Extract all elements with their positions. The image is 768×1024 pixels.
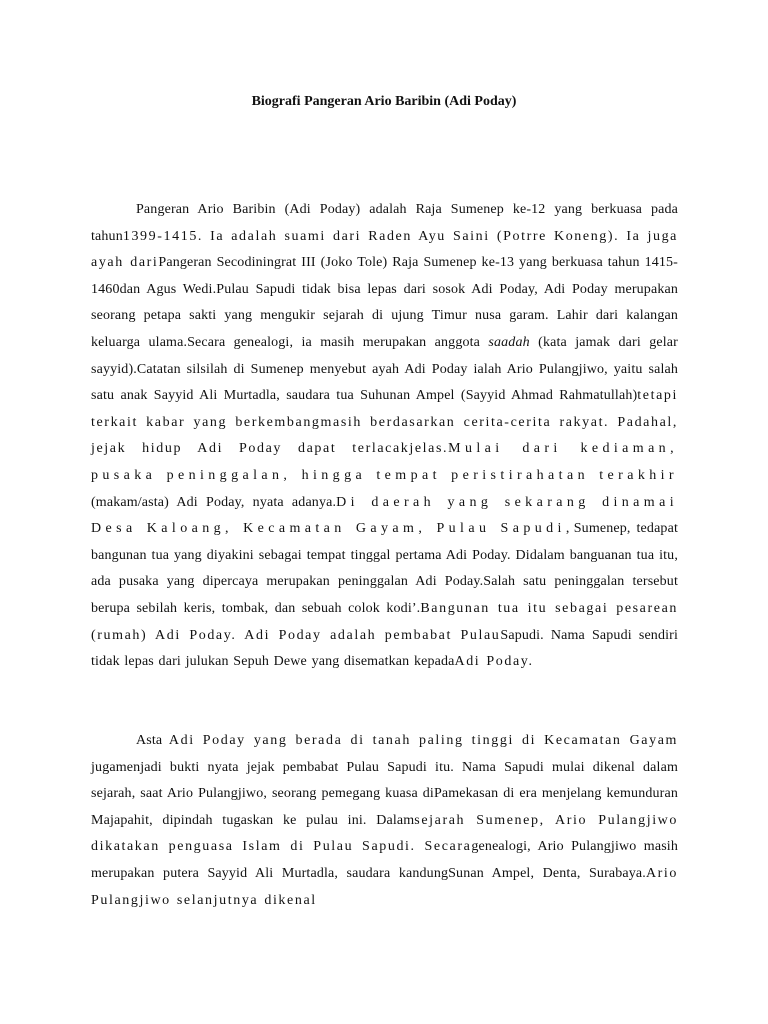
text-run: Di daerah yang sekarang dinamai Desa Kaloang, Kecamatan Gayam, Pulau Sapudi, (91, 494, 678, 537)
text-run: Ario Pulangjiwo selanjutnya dikenal (91, 865, 678, 908)
text-run: sejarah Sumenep, Ario Pulangjiwo dikatakan penguasa Islam di Pulau Sapudi. Secara (91, 812, 678, 855)
paragraph-2 (91, 728, 678, 914)
text-run: Adi Poday. (454, 654, 534, 670)
text-run: Bangunan tua itu sebagai pesarean (rumah) Adi Poday. Adi Poday adalah pembabat Pulau (91, 600, 678, 643)
paragraph-1 (91, 197, 678, 676)
text-run: Sunan Ampel, Denta, Surabaya. (448, 865, 646, 881)
text-run: Asta (136, 733, 169, 748)
text-run: 1399-1415. Ia adalah suami dari Raden Ayu Saini (Potrre Koneng). Ia juga ayah dari (91, 228, 678, 271)
text-run: genealogi, Ario Pulangjiwo masih merupakan putera Sayyid Ali Murtadla, saudara kandung (91, 839, 678, 881)
text-run: tetapi terkait kabar yang berkembangmasih berdasarkan cerita-cerita rakyat. Padahal, jejak hidup Adi Poday dapat terlacakjelas. (91, 388, 678, 457)
text-run: Pangeran Ario Baribin (Adi Poday) adalah Raja Sumenep ke-12 yang berkuasa pada tahun (91, 202, 678, 244)
text-run: Pangeran Secodiningrat III (Joko Tole) Raja Sumenep ke-13 yang berkuasa tahun 1415-1460dan Agus Wedi.Pulau Sapudi tidak bisa lepas dari sosok Adi Poday, Adi Poday merupakan seorang petapa sakti yang mengukir sejarah di ujung Timur nusa garam. Lahir dari kalangan keluarga ulama.Secara genealogi, ia masih merupakan anggota (91, 255, 678, 350)
text-run: Adi Poday yang berada di tanah paling tinggi di Kecamatan Gayam (168, 733, 678, 748)
text-run: Salah satu peninggalan tersebut berupa sebilah keris, tombak, dan sebuah colok kodi’. (91, 574, 678, 616)
document-title: Biografi Pangeran Ario Baribin (Adi Poday) (251, 94, 517, 109)
text-run: Mulai dari kediaman, pusaka peninggalan, hingga tempat peristirahatan terakhir (91, 441, 678, 483)
text-run: jugamenjadi bukti nyata jejak pembabat Pulau Sapudi itu. Nama Sapudi mulai dikenal dalam sejarah, saat Ario Pulangjiwo, seorang pemegang kuasa diPamekasan di era menjelang kemunduran Majapahit, dipindah tugaskan ke pulau ini. Dalam (91, 759, 678, 828)
text-run: Sumenep, tedapat bangunan tua yang diyakini sebagai tempat tinggal pertama Adi Poday. Didalam banguanan tua itu, ada pusaka yang dipercaya merupakan peninggalan Adi Poday. (91, 521, 678, 590)
text-run: Sapudi. Nama Sapudi sendiri tidak lepas dari julukan Sepuh Dewe yang disematkan kepada (91, 627, 678, 670)
text-run: (kata jamak dari gelar sayyid).Catatan silsilah di Sumenep menyebut ayah Adi Poday ialah Ario Pulangjiwo, yaitu salah satu anak Sayyid Ali Murtadla, saudara tua Suhunan Ampel (Sayyid Ahmad Rahmatullah) (91, 334, 678, 404)
italic-term: saadah (488, 334, 530, 350)
text-run: (makam/asta) Adi Poday, nyata adanya. (91, 494, 337, 510)
